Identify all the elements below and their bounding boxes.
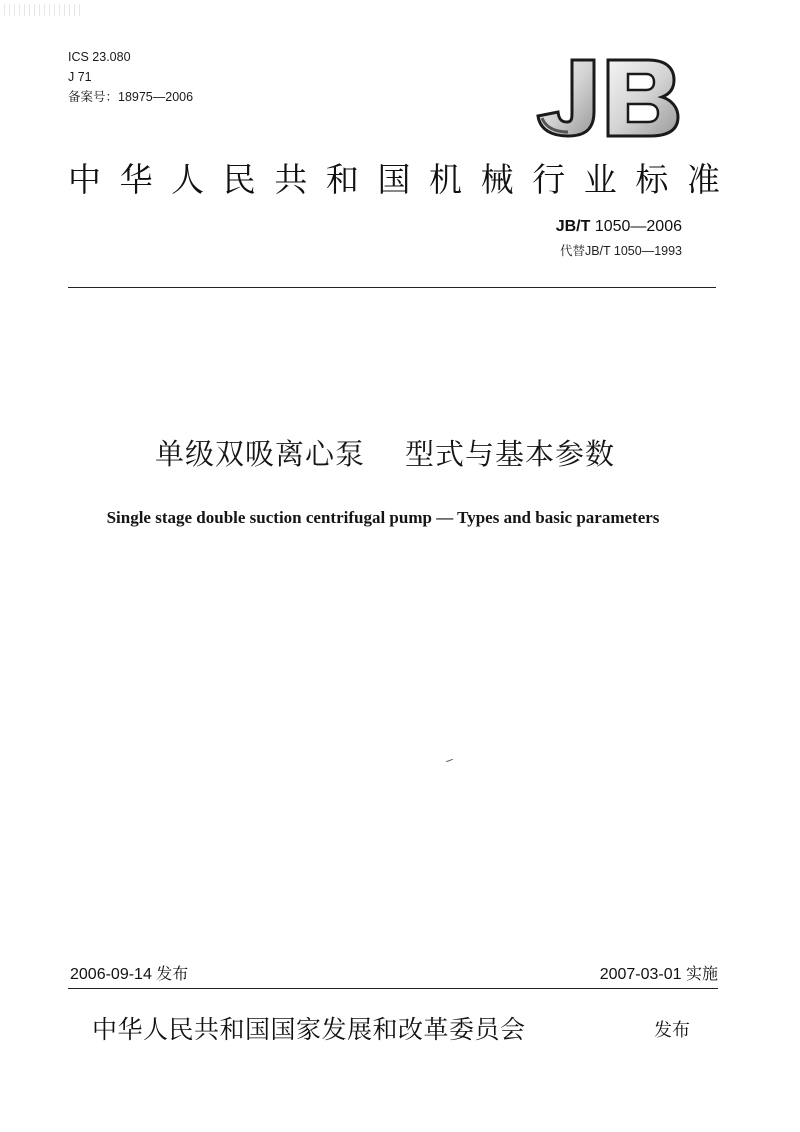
publish-date: 2006-09-14 发布 — [70, 966, 189, 983]
effective-date: 2007-03-01 实施 — [599, 966, 718, 983]
ics-code: ICS 23.080 — [68, 50, 131, 64]
issue-action: 发布 — [654, 1020, 690, 1041]
title-char: 准 — [686, 160, 720, 199]
standard-body-title — [68, 156, 720, 204]
standard-number-value: 1050—2006 — [594, 218, 682, 235]
logo-letter-b — [608, 60, 678, 136]
title-char: 标 — [635, 160, 669, 199]
title-char: 械 — [480, 160, 514, 199]
standard-number — [556, 216, 682, 238]
title-char: 和 — [325, 160, 359, 199]
title-char: 民 — [222, 160, 256, 199]
title-part-1: 单级双吸离心泵 — [154, 437, 365, 471]
record-number: 备案号：18975—2006 — [68, 90, 194, 104]
issuing-authority: 中华人民共和国国家发展和改革委员会 — [92, 1015, 526, 1044]
footer-divider — [68, 988, 718, 989]
ccs-code: J 71 — [68, 70, 92, 84]
title-char: 机 — [429, 160, 463, 199]
scan-speck — [446, 759, 453, 762]
title-char: 国 — [377, 160, 411, 199]
title-char: 中 — [68, 160, 101, 199]
title-part-2: 型式与基本参数 — [405, 437, 616, 471]
logo-letter-j — [538, 60, 594, 136]
document-title-chinese — [0, 432, 770, 476]
standard-number-prefix: JB/T — [555, 218, 591, 235]
title-char: 人 — [171, 160, 205, 199]
title-char: 华 — [119, 160, 153, 199]
title-char: 行 — [532, 160, 566, 199]
jb-logo — [532, 54, 682, 140]
replaces-standard: 代替JB/T 1050—1993 — [559, 244, 682, 258]
document-title-english: Single stage double suction centrifugal pump — Types and basic parameters — [106, 508, 660, 527]
title-char: 共 — [274, 160, 308, 199]
scan-noise — [4, 4, 84, 16]
title-char: 业 — [583, 160, 617, 199]
header-divider — [68, 287, 716, 288]
